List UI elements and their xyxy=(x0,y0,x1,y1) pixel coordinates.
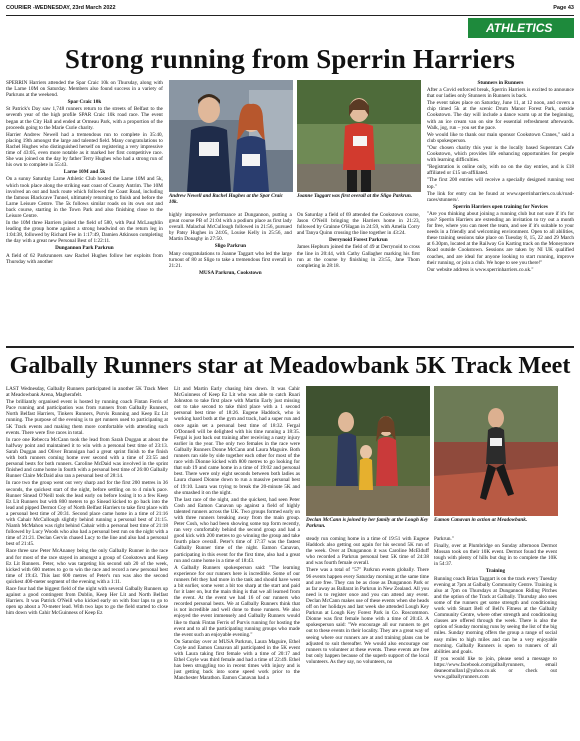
subheading: Larne 10M and 5k xyxy=(63,169,106,176)
article1-column-4 xyxy=(427,80,574,340)
paragraph: If you would like to join, please send a message to https://www.facebook.com/galballyrunners, email deaneomullan1@yahoo.co.uk or check out www.galballyrunners.com xyxy=(434,655,557,681)
paragraph: St Patrick's Day saw 1,748 runners return to the streets of Belfast to the seventh year of the high profile SPAR Craic 10k road race. The event began at the City Hall and ended at Ormeau Park, with a proportion of the proceeds going to the Marie Curie charity. xyxy=(6,106,163,131)
paragraph: "The first 200 entries will receive a specially designed running vest top." xyxy=(426,177,574,190)
paragraph: The link for entry can be found at www.sperrinharriers.co.uk/road-races/stunners/. xyxy=(426,190,574,203)
photo-block-canavan xyxy=(434,386,558,532)
photo-block-mccann xyxy=(306,386,430,532)
photo-mccann-family xyxy=(306,386,430,516)
section-bar xyxy=(6,18,574,38)
article1-headline: Strong running from Sperrin Harriers xyxy=(64,44,516,74)
paragraph: There was a total of "57" Parkrun events globally. There 96 events happen every Saturday morning at the same time and are free. They can be as close as Dungannon Park or as far away as Ballarat in Parkrun in New Zealand. All you need is to register once and you can attend any event. Declan McCann makes use of these events when she heads off on her holidays and last week she attended Lough Key Parkrun at Lough Key Forest Park in Co. Roscommon. Dionne was first female home with a time of 20:43. A spokesperson said: "We encourage all our runners to get out to these events in their locality. They are a great way of seeing where our runners are at and training plans can be adjusted to suit thereafter. We would also encourage our runners to volunteer at these events. These events are free but only happen because of the superb support of the local volunteers. As they say, no volunteers, no xyxy=(306,567,429,665)
paragraph: In race one Rebecca McCann took the lead from Sarah Duggan at about the halfway point and maintained it to win with a personal best time of 23:13. Sarah Duggan and Oliver Brannigan had a great sprint finish to the finish with both runners coming home over second with a time of 23:55 and personal bests for both runners. Caroline McDaid was involved in the sprint finished and came home in fourth with a personal best time of 26:00 Galbally Runner Claire McDaid also ran a personal best of 28:14. xyxy=(6,436,168,480)
paragraph: Many congratulations to Joanne Taggart who led the large turnout of 80 at Sligo to take a tremendous first overall in 21:21. xyxy=(168,250,292,269)
article2-column-1 xyxy=(6,386,168,741)
paragraph: In race two the group went out very sharp and for the first 200 metres in 36 seconds, the quickest start of the night, before settling on to 4 min/k pace. Runner Sinead O'Neill took the lead early on before losing it to a few Keep Ez Lit Runners but with 800 meters to go Sinead kicked to go back into the lead and pipped Dermot Coy of North Belfast Harriers to take first place with a personal best time of 20:31. Second place came home in a time of 21:16 with Cahair McCullough slightly behind running a personal best of 21:15. Niamh McMahon was right behind Cahair with a personal best time of 21:18 followed by Lucy Woods who also had a personal best run on the night with a time of 21:21. Declan Gervin chased Lucy to the line and also had a personal best of 21:45. xyxy=(6,480,168,548)
paragraph: "Our chosen charity this year is the locally based Superstars Cafe Cookstown, which provides life enhancing opportunities for people with learning difficulties. xyxy=(426,144,574,164)
paragraph: highly impressive performance at Dungannon, putting a great course PB of 21:04 with a podium place as first lady overall. Malachai McCullough followed in 21:56, pursued by Patsy Hughes in 24:05, Louise Kelly in 25:56, and Martin Donaghy in 27:50. xyxy=(168,212,292,243)
paragraph: Running coach Brian Taggart is on the track every Tuesday evening at 7pm at Galbally Community Centre. Training is also at 7pm on Thursdays at Dungannon Riding Pitches and the option of the Track at Galbally. Thursday also sees some of the runners get some strength and conditioning work with Stuart Bell of Bell's Fitness at the Galbally Community Centre, where other strength and conditioning classes are offered through the week. There is also the option of Sunday morning runs by seeing the list of the big miles. Sunday morning offers the group a range of social easy miles to high miles and can be a very enjoyable morning. Galbally Runners is open to runners of all abilities and goals. xyxy=(434,575,557,655)
article2-column-2 xyxy=(174,386,300,741)
paragraph: Our website address is www.sperrinharriers.co.uk." xyxy=(426,266,534,273)
masthead-page-number: Page 43 xyxy=(553,5,574,11)
section-tag: ATHLETICS xyxy=(468,18,574,38)
article2-headline: Galbally Runners star at Meadowbank 5K Track Meet xyxy=(9,353,571,379)
photo-canavan xyxy=(434,386,558,516)
article-separator xyxy=(6,346,574,348)
subheading: Dungannon Park Parkrun xyxy=(55,245,114,252)
photo-block-taggart xyxy=(297,80,421,208)
paragraph: steady run coming home in a time of 19:51 with Eugene Haddock also getting out again for his second 5K run of the week. Over at Dungannon it was Caroline McElduff who recorded a Parkrun personal best 5K time of 24:38 and was fourth female overall. xyxy=(306,536,429,567)
article2-right xyxy=(306,386,558,741)
subheading: Sperrin Harriers open training for Novices xyxy=(452,203,548,210)
subheading: Derrynoid Forest Parkrun xyxy=(328,237,388,244)
article2-right-text xyxy=(306,536,558,681)
paragraph: Harrier Andrew Newell had a tremendous run to complete in 35:40, placing 19th amongst the large and talented field. Many congratulations to Rachel Hughes who distinguished herself on registering a very impressive time of 43:05, even more notable as it marked her first competitive race. She was joined on the day by father Terry Hughes who had a strong run of his own to complete in 55:43. xyxy=(6,131,163,169)
photo-caption: Andrew Newell and Rachel Hughes at the Spar Craic 10k. xyxy=(168,193,283,205)
paragraph: A Galbally Runners spokesperson said: "The learning experience for our runners here is incredible. Some of our runners felt they had more in the tank and should have went a bit earlier, some went a bit too sharp at the start and paid for it later on, but the main thing is that we all learned from the event. At the event we had 16 of our runners who recorded personal bests. We at Galbally Runners think that is not incredible and well done to those runners. We also enjoyed the event immensely and Galbally Runners would like to thank Fintan Ferris of Purvis running for hosting the event and to all the participating running groups who made the event such an enjoyable evening." xyxy=(174,564,300,638)
photo-taggart xyxy=(297,80,421,192)
subheading: Spar Craic 10k xyxy=(67,99,102,106)
article2-body xyxy=(6,386,574,741)
photo-caption: Joanne Taggart was first overall at the Sligo Parkrun. xyxy=(296,193,413,199)
article2-column-4 xyxy=(434,536,557,681)
paragraph: After a Covid enforced break, Sperrin Harriers is excited to announce that our ladies only Stunners in Runners is back. xyxy=(426,87,574,100)
paragraph: In the 10M three Harriers joined the field of 580, with Paul McLaughlin leading the group home against a strong headwind on the return leg in 1:04:38, followed by Richard Fee in 1:17:49, Damien Atkinson completing the day with a great new Personal Best of 1:22:11. xyxy=(6,220,163,245)
photo-caption: Eamon Canavan in action at Meadowbank. xyxy=(434,517,528,523)
subheading: Stunners in Runners xyxy=(477,80,524,86)
masthead xyxy=(6,0,574,14)
masthead-rule xyxy=(6,15,574,16)
article2-column-3 xyxy=(306,536,429,681)
paragraph: On Saturday over at MUSA Parkrun, Laura Maguire, Ethel Coyle and Eamon Canavan all participated in the 5K event with Laura taking first female with a time of 20:17 and Ethel Coyle was third female and had a time of 22:49. Ethel has been struggling too in recent times with injury and is just getting back into some speed work prior to the Manchester Marathon. Eamon Canavan had a xyxy=(174,638,300,682)
masthead-paper-date: COURIER -WEDNESDAY, 23rd March 2022 xyxy=(6,5,116,11)
paragraph: "Are you thinking about joining a running club but not sure if it's for you? Sperrin Harriers are extending an invitation to try out a month for free, where you can meet the team, and see if it's suitable to your needs in a friendly and welcoming environment. Open to all abilities, these training sessions take place on Tuesday 8, 15, 22 and 29 March at 6.30pm, located at the Railway Go Karting track on the Moneymore Road outside Cookstown. Sessions are taken by NI UK qualified coaches, and are ideal for anyone looking to start running, improve their running, or join a club. We hope to see you there!" xyxy=(426,210,574,266)
subheading: Sligo Parkrun xyxy=(214,243,246,250)
article1-middle xyxy=(169,80,421,340)
article2-photos xyxy=(306,386,558,532)
paragraph: Lit and Martin Early chasing him down. It was Cahir McGuinness of Keep Ez Lit who was able to catch Ruari Johnston to take first place with Martin Early just missing out to take second to take third place with a 1 second personal best time of 18:26. Eugene Haddock, who is working hard both at the gym and track, had a super run and once again set a personal best time of 18:32. Fergal O'Donnell will be delighted with his time running a 18:35. Fergal is just back out training after receiving a nasty injury earlier in the year. The only two females in the race were Galbally Runners Donne McCann and Laura Maguire. Both runners ran side by side together each other for most of the race with Dionne kicked with 800 metres to go looking for that sub 19 and came home in a time of 19:02 and personal best. There were only eight seconds between both ladies as Laura chased Dionne down to run a massive personal best of 19:10. Laura was trying to break the 20-minute 5K and she smashed it on the night. xyxy=(174,386,300,496)
paragraph: The event takes place on Saturday, June 11, at 12 noon, and covers a chip timed 5k at the scenic Drum Manor Forest Park, outside Cookstown. The day will include a dance warm up at the beginning, with an ice cream van on site for essential refreshment afterwards. Walk, jog, run – you set the pace. xyxy=(426,100,574,131)
paragraph: SPERRIN Harriers attended the Spar Craic 10k on Thursday, along with the Larne 10M on Saturday. Members also found success in a variety of Parkruns at the weekend. xyxy=(6,80,163,99)
paragraph: Parkrun." xyxy=(434,536,454,542)
paragraph: A field of 62 Parkrunners saw Rachel Hughes follow her exploits from Thursday with another xyxy=(6,252,163,265)
subheading: MUSA Parkrun, Cookstown xyxy=(198,269,262,276)
paragraph: Race four had the biggest field of the night with several Galbally Runners up against a good contingent from Dublin, Keep Her Lit and North Belfast Harriers. It was Patrick O'Neill who kicked early on with four laps to go to open up about a 70-meter lead. With two laps to go the field started to close him down with Cahir McGuinness of Keep Ez xyxy=(6,586,168,617)
article1-column-1 xyxy=(6,80,163,340)
article1-photos xyxy=(169,80,421,208)
photo-block-newell-hughes xyxy=(169,80,293,208)
subheading: Training xyxy=(485,568,506,575)
article1-body xyxy=(6,80,574,340)
article1-column-3 xyxy=(297,212,420,277)
paragraph: The last race of the night, and the quickest, had seen Peter Cosh and Eamon Canavan up against a field of highly talented runners across the UK. Two groups formed early on with three runners breaking away from the main group. Peter Cosh, who had been showing some top form recently, ran very comfortably behind the second group and had a good kick with 200 metres to go winning the group and take fourth place overall. Peter's time of 17:37 was the fastest Galbally Runner time of the night. Eamon Canavan, participating in this event for the first time, also had a great run and came home in a time of 18:43. xyxy=(174,496,300,564)
photo-newell-hughes xyxy=(169,80,293,192)
paragraph: On a sunny Saturday Larne Athletic Club hosted the Larne 10M and 5k, which took place along the striking east coast of County Antrim. The 10M involved an out and back route which followed the Coast Road, including the famous Blackcave Tunnel, ultimately returning to finish and before the Larne Leisure Centre. The 5k follows similar roads on its own out and back course, starting in the Town Park and also finishing close to the Leisure Centre. xyxy=(6,176,163,219)
photo-caption: Declan McCann is joined by her family at the Lough Key Parkrun. xyxy=(306,517,429,529)
paragraph: LAST Wednesday, Galbally Runners participated in another 5K Track Meet at Meadowbank Arena, Magherafelt. xyxy=(6,386,168,399)
article1-middle-text xyxy=(169,212,421,277)
paragraph: James Hepburn joined the field of 49 at Derrynoid to cross the line in 20:44, with Cathy Gallagher marking his first run at the course by finishing in 23:55, Jane Thom completing in 28:18. xyxy=(296,244,420,269)
paragraph: Finally, over at Plumbridge on Sunday afternoon Dermot Mossan took on their 10K event. Dermot found the event tough with plenty of hills but dug in to complete the 10K in 54:37. xyxy=(434,543,557,568)
article1-column-2 xyxy=(169,212,292,277)
paragraph: We would like to thank our main sponsor Cookstown Cranes," said a club spokesperson. xyxy=(426,131,574,144)
paragraph: On Saturday a field of 69 attended the Cookstown course, Jason O'Neill bringing the Harriers home in 21:23, followed by Grainne O'Hagan in 24:59, with Amelia Corry and Tanya Quinn crossing the line together in 43:24. xyxy=(296,212,420,237)
paragraph: "Registration is online only, with no on the day entries, and is £18 affiliated or £15 un-affiliated. xyxy=(426,164,574,177)
paragraph: The brilliantly organised event is hosted by running coach Fintan Ferris of Pace running and participation was from runners from Galbally Runners, North Belfast Harriers, Tinkers Runners, Purvis Running and Keep Ez Lit running. The purpose of the evening is to get runners used to participating at 5K Track events and making them more comfortable with attending such events. There were five races in total. xyxy=(6,399,168,436)
paragraph: Race three saw Peter McAnaney being the only Galbally Runner in the race and for most of the race stayed in amongst a group of Cookstown and Keep Ez Lit Runners. Peter, who was targeting his second sub 20 of the week, kicked with 600 metres to go to win the race and record a new personal best time of 19:43. This last 600 metres of Peter's run was also the second quickest 400-meter segment of the evening with a 1:11. xyxy=(6,548,168,585)
